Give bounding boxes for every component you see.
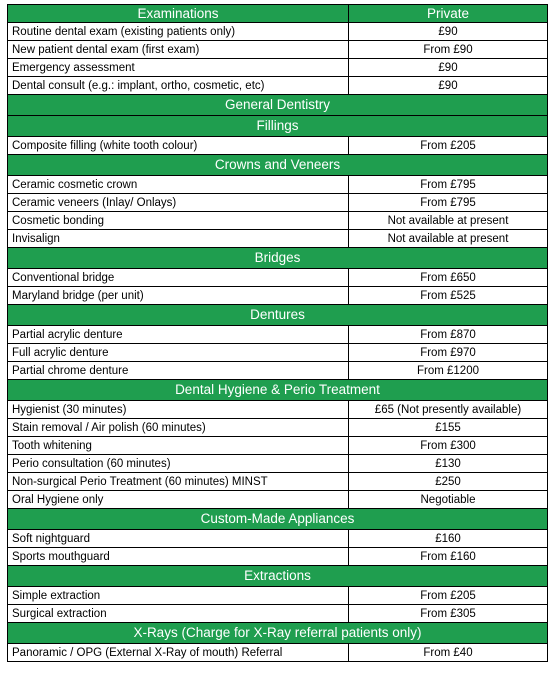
treatment-price: £130 bbox=[349, 455, 548, 473]
table-row bbox=[8, 419, 548, 437]
treatment-name: Partial acrylic denture bbox=[8, 326, 349, 344]
table-row bbox=[8, 344, 548, 362]
table-row bbox=[8, 587, 548, 605]
treatment-name: Oral Hygiene only bbox=[8, 491, 349, 509]
treatment-name: Surgical extraction bbox=[8, 605, 349, 623]
treatment-price: From £1200 bbox=[349, 362, 548, 380]
price-list-body bbox=[8, 5, 548, 662]
table-row bbox=[8, 137, 548, 155]
table-row bbox=[8, 362, 548, 380]
treatment-price: Negotiable bbox=[349, 491, 548, 509]
table-row bbox=[8, 644, 548, 662]
section-title: X-Rays (Charge for X-Ray referral patients only) bbox=[8, 623, 548, 644]
section-header-custom-made-appliances bbox=[8, 509, 548, 530]
treatment-name: New patient dental exam (first exam) bbox=[8, 41, 349, 59]
treatment-name: Hygienist (30 minutes) bbox=[8, 401, 349, 419]
treatment-name: Perio consultation (60 minutes) bbox=[8, 455, 349, 473]
treatment-price: From £205 bbox=[349, 587, 548, 605]
section-header-dental-hygiene-perio-treatment bbox=[8, 380, 548, 401]
treatment-price: From £90 bbox=[349, 41, 548, 59]
treatment-name: Conventional bridge bbox=[8, 269, 349, 287]
treatment-price: From £795 bbox=[349, 176, 548, 194]
treatment-name: Tooth whitening bbox=[8, 437, 349, 455]
section-header-x-rays-charge-for-x-ray-referral-patients-only bbox=[8, 623, 548, 644]
table-row bbox=[8, 530, 548, 548]
section-title: Fillings bbox=[8, 116, 548, 137]
examinations-header: Examinations bbox=[8, 5, 349, 23]
table-row bbox=[8, 269, 548, 287]
treatment-name: Panoramic / OPG (External X-Ray of mouth) Referral bbox=[8, 644, 349, 662]
table-row bbox=[8, 287, 548, 305]
treatment-price: From £970 bbox=[349, 344, 548, 362]
treatment-price: £90 bbox=[349, 59, 548, 77]
treatment-price: £160 bbox=[349, 530, 548, 548]
treatment-name: Partial chrome denture bbox=[8, 362, 349, 380]
treatment-price: From £40 bbox=[349, 644, 548, 662]
table-row bbox=[8, 77, 548, 95]
table-row bbox=[8, 548, 548, 566]
treatment-price: Not available at present bbox=[349, 212, 548, 230]
table-row bbox=[8, 41, 548, 59]
treatment-name: Emergency assessment bbox=[8, 59, 349, 77]
treatment-name: Dental consult (e.g.: implant, ortho, cosmetic, etc) bbox=[8, 77, 349, 95]
treatment-price: From £300 bbox=[349, 437, 548, 455]
section-header-crowns-and-veneers bbox=[8, 155, 548, 176]
table-row bbox=[8, 491, 548, 509]
section-title: Bridges bbox=[8, 248, 548, 269]
treatment-name: Soft nightguard bbox=[8, 530, 349, 548]
table-header-row bbox=[8, 5, 548, 23]
table-row bbox=[8, 59, 548, 77]
treatment-price: £250 bbox=[349, 473, 548, 491]
treatment-name: Routine dental exam (existing patients only) bbox=[8, 23, 349, 41]
table-row bbox=[8, 437, 548, 455]
treatment-price: From £205 bbox=[349, 137, 548, 155]
section-title: Custom-Made Appliances bbox=[8, 509, 548, 530]
treatment-name: Simple extraction bbox=[8, 587, 349, 605]
treatment-price: From £870 bbox=[349, 326, 548, 344]
treatment-name: Composite filling (white tooth colour) bbox=[8, 137, 349, 155]
table-row bbox=[8, 455, 548, 473]
table-row bbox=[8, 194, 548, 212]
section-title: General Dentistry bbox=[8, 95, 548, 116]
section-header-general-dentistry bbox=[8, 95, 548, 116]
treatment-name: Invisalign bbox=[8, 230, 349, 248]
table-row bbox=[8, 473, 548, 491]
section-title: Dentures bbox=[8, 305, 548, 326]
treatment-price: From £160 bbox=[349, 548, 548, 566]
table-row bbox=[8, 230, 548, 248]
treatment-price: £90 bbox=[349, 77, 548, 95]
treatment-price: From £650 bbox=[349, 269, 548, 287]
treatment-name: Maryland bridge (per unit) bbox=[8, 287, 349, 305]
section-header-extractions bbox=[8, 566, 548, 587]
table-row bbox=[8, 212, 548, 230]
treatment-name: Non-surgical Perio Treatment (60 minutes) MINST bbox=[8, 473, 349, 491]
table-row bbox=[8, 326, 548, 344]
treatment-price: £155 bbox=[349, 419, 548, 437]
table-row bbox=[8, 176, 548, 194]
table-row bbox=[8, 23, 548, 41]
table-row bbox=[8, 401, 548, 419]
treatment-name: Full acrylic denture bbox=[8, 344, 349, 362]
treatment-name: Sports mouthguard bbox=[8, 548, 349, 566]
treatment-price: £65 (Not presently available) bbox=[349, 401, 548, 419]
treatment-name: Ceramic cosmetic crown bbox=[8, 176, 349, 194]
price-list-table bbox=[7, 4, 548, 662]
treatment-name: Ceramic veneers (Inlay/ Onlays) bbox=[8, 194, 349, 212]
treatment-price: Not available at present bbox=[349, 230, 548, 248]
treatment-name: Cosmetic bonding bbox=[8, 212, 349, 230]
treatment-price: From £305 bbox=[349, 605, 548, 623]
table-row bbox=[8, 605, 548, 623]
section-title: Crowns and Veneers bbox=[8, 155, 548, 176]
section-header-fillings bbox=[8, 116, 548, 137]
treatment-price: From £525 bbox=[349, 287, 548, 305]
treatment-price: £90 bbox=[349, 23, 548, 41]
treatment-price: From £795 bbox=[349, 194, 548, 212]
section-title: Dental Hygiene & Perio Treatment bbox=[8, 380, 548, 401]
section-header-bridges bbox=[8, 248, 548, 269]
treatment-name: Stain removal / Air polish (60 minutes) bbox=[8, 419, 349, 437]
section-header-dentures bbox=[8, 305, 548, 326]
private-header: Private bbox=[349, 5, 548, 23]
section-title: Extractions bbox=[8, 566, 548, 587]
